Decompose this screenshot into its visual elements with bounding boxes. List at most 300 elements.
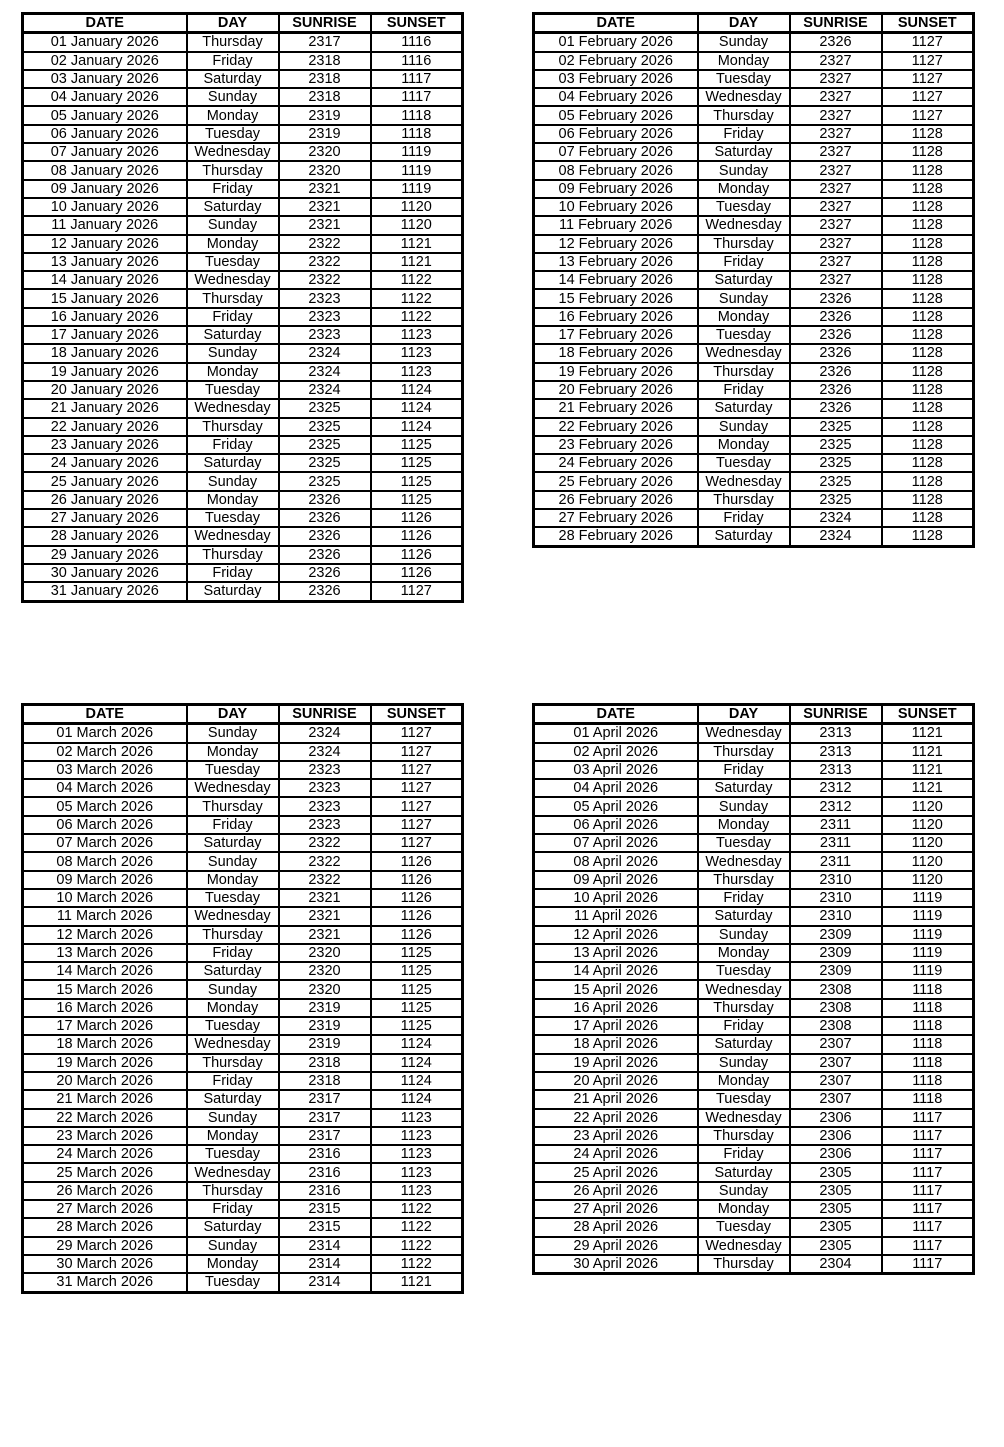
- table-row: [23, 999, 463, 1017]
- cell-sunset: 1128: [882, 326, 974, 344]
- cell-day: Monday: [698, 180, 790, 198]
- table-row: [534, 344, 974, 362]
- cell-date: 30 March 2026: [23, 1255, 187, 1273]
- table-row: [534, 454, 974, 472]
- cell-sunrise: 2308: [790, 980, 882, 998]
- cell-sunset: 1125: [371, 999, 463, 1017]
- table-row: [23, 509, 463, 527]
- cell-day: Monday: [698, 52, 790, 70]
- cell-date: 12 April 2026: [534, 926, 698, 944]
- cell-day: Monday: [187, 363, 279, 381]
- cell-sunset: 1127: [371, 816, 463, 834]
- sun-table-march: [21, 703, 464, 1294]
- cell-date: 02 March 2026: [23, 743, 187, 761]
- cell-sunrise: 2327: [790, 180, 882, 198]
- cell-date: 11 January 2026: [23, 216, 187, 234]
- table-body: [534, 724, 974, 1274]
- table-row: [534, 907, 974, 925]
- cell-day: Saturday: [698, 779, 790, 797]
- cell-date: 27 February 2026: [534, 509, 698, 527]
- cell-day: Wednesday: [698, 88, 790, 106]
- cell-date: 07 February 2026: [534, 143, 698, 161]
- cell-day: Sunday: [187, 1237, 279, 1255]
- cell-date: 14 January 2026: [23, 271, 187, 289]
- cell-sunset: 1118: [882, 1054, 974, 1072]
- cell-date: 30 April 2026: [534, 1255, 698, 1274]
- cell-day: Thursday: [698, 871, 790, 889]
- cell-date: 06 January 2026: [23, 125, 187, 143]
- cell-date: 23 April 2026: [534, 1127, 698, 1145]
- table-row: [534, 161, 974, 179]
- cell-sunset: 1118: [882, 1035, 974, 1053]
- cell-day: Sunday: [187, 1109, 279, 1127]
- table-row: [23, 907, 463, 925]
- cell-sunrise: 2318: [279, 1054, 371, 1072]
- cell-day: Sunday: [187, 472, 279, 490]
- cell-date: 10 March 2026: [23, 889, 187, 907]
- cell-sunset: 1127: [882, 52, 974, 70]
- cell-sunrise: 2326: [790, 308, 882, 326]
- header-sunset: SUNSET: [882, 705, 974, 724]
- cell-sunrise: 2317: [279, 1109, 371, 1127]
- cell-sunrise: 2327: [790, 235, 882, 253]
- cell-sunset: 1128: [882, 472, 974, 490]
- cell-date: 05 March 2026: [23, 797, 187, 815]
- cell-sunset: 1121: [882, 779, 974, 797]
- table-row: [534, 1237, 974, 1255]
- table-row: [534, 472, 974, 490]
- sun-table-january: [21, 12, 464, 603]
- cell-day: Friday: [187, 564, 279, 582]
- table-row: [23, 161, 463, 179]
- table-row: [534, 399, 974, 417]
- cell-day: Tuesday: [698, 962, 790, 980]
- cell-sunset: 1123: [371, 363, 463, 381]
- cell-sunset: 1116: [371, 52, 463, 70]
- cell-sunset: 1124: [371, 1054, 463, 1072]
- cell-day: Monday: [187, 491, 279, 509]
- cell-sunset: 1127: [882, 33, 974, 52]
- cell-date: 12 January 2026: [23, 235, 187, 253]
- cell-date: 01 March 2026: [23, 724, 187, 743]
- cell-day: Sunday: [698, 1182, 790, 1200]
- table-row: [534, 944, 974, 962]
- table-row: [23, 1273, 463, 1292]
- cell-sunrise: 2322: [279, 271, 371, 289]
- cell-sunrise: 2325: [790, 436, 882, 454]
- cell-day: Sunday: [187, 88, 279, 106]
- cell-date: 16 April 2026: [534, 999, 698, 1017]
- table-row: [23, 1090, 463, 1108]
- cell-sunset: 1117: [882, 1255, 974, 1274]
- cell-sunrise: 2324: [279, 381, 371, 399]
- cell-date: 04 March 2026: [23, 779, 187, 797]
- cell-sunrise: 2306: [790, 1127, 882, 1145]
- cell-sunrise: 2323: [279, 761, 371, 779]
- cell-sunrise: 2325: [790, 418, 882, 436]
- cell-sunrise: 2305: [790, 1237, 882, 1255]
- table-row: [23, 743, 463, 761]
- table-row: [23, 326, 463, 344]
- cell-sunrise: 2324: [279, 743, 371, 761]
- cell-sunset: 1128: [882, 454, 974, 472]
- cell-sunset: 1125: [371, 454, 463, 472]
- cell-sunrise: 2307: [790, 1054, 882, 1072]
- cell-date: 17 April 2026: [534, 1017, 698, 1035]
- cell-date: 25 April 2026: [534, 1163, 698, 1181]
- cell-sunset: 1125: [371, 962, 463, 980]
- table-row: [534, 509, 974, 527]
- cell-sunset: 1126: [371, 871, 463, 889]
- cell-sunrise: 2322: [279, 235, 371, 253]
- cell-sunset: 1127: [371, 779, 463, 797]
- table-row: [23, 1218, 463, 1236]
- cell-sunrise: 2327: [790, 271, 882, 289]
- cell-sunrise: 2316: [279, 1145, 371, 1163]
- cell-sunset: 1126: [371, 907, 463, 925]
- table-row: [23, 418, 463, 436]
- cell-date: 09 January 2026: [23, 180, 187, 198]
- cell-sunset: 1116: [371, 33, 463, 52]
- table-row: [534, 999, 974, 1017]
- table-row: [23, 816, 463, 834]
- table-row: [23, 125, 463, 143]
- cell-sunset: 1128: [882, 198, 974, 216]
- sun-table-april: [532, 703, 975, 1275]
- cell-date: 14 April 2026: [534, 962, 698, 980]
- cell-date: 15 January 2026: [23, 289, 187, 307]
- cell-day: Tuesday: [698, 1218, 790, 1236]
- cell-sunrise: 2324: [790, 509, 882, 527]
- cell-sunset: 1124: [371, 1072, 463, 1090]
- cell-sunrise: 2326: [790, 326, 882, 344]
- cell-date: 16 January 2026: [23, 308, 187, 326]
- cell-day: Sunday: [187, 344, 279, 362]
- cell-date: 13 March 2026: [23, 944, 187, 962]
- table-row: [23, 52, 463, 70]
- table-row: [23, 399, 463, 417]
- cell-sunrise: 2327: [790, 143, 882, 161]
- cell-sunrise: 2324: [279, 363, 371, 381]
- cell-date: 13 January 2026: [23, 253, 187, 271]
- cell-day: Monday: [187, 743, 279, 761]
- cell-date: 26 March 2026: [23, 1182, 187, 1200]
- cell-date: 18 February 2026: [534, 344, 698, 362]
- table-row: [534, 852, 974, 870]
- cell-sunrise: 2312: [790, 797, 882, 815]
- cell-day: Wednesday: [698, 852, 790, 870]
- table-row: [23, 962, 463, 980]
- cell-date: 22 February 2026: [534, 418, 698, 436]
- cell-sunrise: 2327: [790, 106, 882, 124]
- cell-date: 19 March 2026: [23, 1054, 187, 1072]
- table-row: [534, 180, 974, 198]
- cell-date: 22 March 2026: [23, 1109, 187, 1127]
- table-row: [534, 889, 974, 907]
- cell-sunrise: 2320: [279, 143, 371, 161]
- cell-day: Thursday: [187, 797, 279, 815]
- cell-sunset: 1118: [882, 1072, 974, 1090]
- cell-date: 21 March 2026: [23, 1090, 187, 1108]
- cell-date: 04 April 2026: [534, 779, 698, 797]
- cell-day: Tuesday: [187, 125, 279, 143]
- cell-date: 09 March 2026: [23, 871, 187, 889]
- table-row: [23, 980, 463, 998]
- cell-sunrise: 2307: [790, 1035, 882, 1053]
- cell-sunrise: 2326: [279, 509, 371, 527]
- cell-date: 27 April 2026: [534, 1200, 698, 1218]
- cell-date: 12 February 2026: [534, 235, 698, 253]
- header-day: DAY: [698, 14, 790, 33]
- cell-day: Wednesday: [698, 344, 790, 362]
- table-row: [534, 271, 974, 289]
- cell-sunset: 1120: [882, 816, 974, 834]
- cell-date: 19 February 2026: [534, 363, 698, 381]
- cell-sunset: 1117: [882, 1163, 974, 1181]
- cell-sunrise: 2327: [790, 70, 882, 88]
- cell-sunrise: 2305: [790, 1182, 882, 1200]
- cell-date: 02 April 2026: [534, 743, 698, 761]
- table-row: [534, 363, 974, 381]
- cell-sunrise: 2315: [279, 1200, 371, 1218]
- cell-sunset: 1128: [882, 271, 974, 289]
- cell-sunset: 1127: [371, 743, 463, 761]
- cell-sunrise: 2313: [790, 724, 882, 743]
- cell-sunrise: 2316: [279, 1163, 371, 1181]
- cell-date: 11 April 2026: [534, 907, 698, 925]
- cell-sunrise: 2326: [279, 527, 371, 545]
- cell-sunset: 1122: [371, 308, 463, 326]
- cell-date: 11 March 2026: [23, 907, 187, 925]
- cell-sunset: 1123: [371, 1127, 463, 1145]
- cell-sunset: 1128: [882, 235, 974, 253]
- cell-sunset: 1127: [371, 761, 463, 779]
- cell-sunset: 1117: [882, 1145, 974, 1163]
- cell-date: 18 March 2026: [23, 1035, 187, 1053]
- table-row: [534, 779, 974, 797]
- cell-date: 23 January 2026: [23, 436, 187, 454]
- cell-sunset: 1125: [371, 980, 463, 998]
- header-date: DATE: [23, 14, 187, 33]
- cell-day: Wednesday: [698, 472, 790, 490]
- cell-date: 25 March 2026: [23, 1163, 187, 1181]
- cell-day: Sunday: [698, 418, 790, 436]
- cell-sunset: 1124: [371, 418, 463, 436]
- cell-date: 20 April 2026: [534, 1072, 698, 1090]
- table-row: [534, 436, 974, 454]
- cell-date: 26 January 2026: [23, 491, 187, 509]
- cell-sunset: 1117: [371, 88, 463, 106]
- table-row: [23, 761, 463, 779]
- table-row: [23, 797, 463, 815]
- cell-date: 09 April 2026: [534, 871, 698, 889]
- cell-day: Tuesday: [187, 761, 279, 779]
- cell-day: Wednesday: [187, 779, 279, 797]
- cell-date: 28 April 2026: [534, 1218, 698, 1236]
- table-row: [23, 180, 463, 198]
- cell-sunrise: 2319: [279, 1035, 371, 1053]
- cell-sunset: 1125: [371, 1017, 463, 1035]
- table-row: [23, 1182, 463, 1200]
- cell-date: 23 February 2026: [534, 436, 698, 454]
- cell-sunset: 1128: [882, 125, 974, 143]
- cell-date: 08 February 2026: [534, 161, 698, 179]
- table-row: [534, 253, 974, 271]
- header-sunset: SUNSET: [882, 14, 974, 33]
- cell-date: 09 February 2026: [534, 180, 698, 198]
- table-row: [23, 779, 463, 797]
- cell-sunrise: 2320: [279, 962, 371, 980]
- table-row: [23, 308, 463, 326]
- table-row: [534, 724, 974, 743]
- cell-sunset: 1128: [882, 180, 974, 198]
- cell-sunrise: 2322: [279, 253, 371, 271]
- cell-sunrise: 2322: [279, 852, 371, 870]
- cell-sunset: 1119: [882, 962, 974, 980]
- table-row: [23, 1255, 463, 1273]
- cell-sunset: 1120: [882, 871, 974, 889]
- cell-sunset: 1126: [371, 527, 463, 545]
- cell-sunrise: 2325: [279, 436, 371, 454]
- table-row: [534, 1145, 974, 1163]
- cell-sunrise: 2309: [790, 944, 882, 962]
- cell-day: Saturday: [187, 198, 279, 216]
- table-row: [23, 527, 463, 545]
- cell-sunrise: 2306: [790, 1145, 882, 1163]
- cell-date: 26 April 2026: [534, 1182, 698, 1200]
- cell-sunset: 1123: [371, 1163, 463, 1181]
- cell-day: Sunday: [698, 926, 790, 944]
- cell-day: Saturday: [187, 1218, 279, 1236]
- cell-sunrise: 2306: [790, 1109, 882, 1127]
- table-row: [534, 491, 974, 509]
- cell-date: 03 March 2026: [23, 761, 187, 779]
- cell-sunrise: 2305: [790, 1163, 882, 1181]
- cell-sunrise: 2310: [790, 907, 882, 925]
- cell-day: Tuesday: [187, 509, 279, 527]
- table-row: [534, 418, 974, 436]
- cell-sunset: 1126: [371, 509, 463, 527]
- cell-sunrise: 2325: [790, 491, 882, 509]
- cell-date: 29 April 2026: [534, 1237, 698, 1255]
- cell-day: Monday: [698, 1072, 790, 1090]
- table-row: [23, 852, 463, 870]
- cell-sunrise: 2307: [790, 1072, 882, 1090]
- table-body: [23, 724, 463, 1292]
- table-row: [23, 363, 463, 381]
- cell-sunrise: 2308: [790, 1017, 882, 1035]
- cell-sunset: 1118: [882, 980, 974, 998]
- table-row: [23, 235, 463, 253]
- cell-sunrise: 2327: [790, 216, 882, 234]
- header-sunrise: SUNRISE: [790, 14, 882, 33]
- cell-date: 02 January 2026: [23, 52, 187, 70]
- header-date: DATE: [534, 14, 698, 33]
- cell-date: 17 February 2026: [534, 326, 698, 344]
- cell-sunset: 1126: [371, 564, 463, 582]
- cell-day: Tuesday: [698, 326, 790, 344]
- cell-sunset: 1125: [371, 491, 463, 509]
- cell-sunrise: 2310: [790, 889, 882, 907]
- cell-date: 24 March 2026: [23, 1145, 187, 1163]
- cell-sunrise: 2307: [790, 1090, 882, 1108]
- header-day: DAY: [187, 705, 279, 724]
- cell-sunrise: 2304: [790, 1255, 882, 1274]
- cell-day: Monday: [187, 1255, 279, 1273]
- cell-sunset: 1121: [371, 1273, 463, 1292]
- cell-date: 28 February 2026: [534, 527, 698, 546]
- cell-day: Thursday: [698, 106, 790, 124]
- cell-sunset: 1120: [371, 216, 463, 234]
- table-row: [534, 926, 974, 944]
- cell-sunrise: 2314: [279, 1273, 371, 1292]
- table-row: [534, 1017, 974, 1035]
- cell-day: Monday: [187, 1127, 279, 1145]
- header-day: DAY: [187, 14, 279, 33]
- cell-date: 16 February 2026: [534, 308, 698, 326]
- cell-day: Tuesday: [698, 454, 790, 472]
- table-row: [23, 1200, 463, 1218]
- cell-date: 08 January 2026: [23, 161, 187, 179]
- cell-date: 17 January 2026: [23, 326, 187, 344]
- cell-sunrise: 2325: [279, 418, 371, 436]
- cell-day: Saturday: [698, 1035, 790, 1053]
- cell-sunrise: 2320: [279, 161, 371, 179]
- cell-date: 19 April 2026: [534, 1054, 698, 1072]
- cell-sunset: 1121: [371, 253, 463, 271]
- cell-sunrise: 2311: [790, 852, 882, 870]
- table-row: [534, 52, 974, 70]
- cell-day: Tuesday: [698, 834, 790, 852]
- cell-day: Wednesday: [187, 271, 279, 289]
- table-row: [23, 1072, 463, 1090]
- cell-date: 08 April 2026: [534, 852, 698, 870]
- table-row: [534, 308, 974, 326]
- cell-day: Thursday: [698, 235, 790, 253]
- cell-day: Sunday: [698, 1054, 790, 1072]
- cell-sunset: 1118: [371, 125, 463, 143]
- cell-sunrise: 2320: [279, 944, 371, 962]
- cell-sunset: 1120: [882, 834, 974, 852]
- cell-date: 08 March 2026: [23, 852, 187, 870]
- cell-day: Saturday: [698, 399, 790, 417]
- cell-date: 15 March 2026: [23, 980, 187, 998]
- cell-sunrise: 2317: [279, 1127, 371, 1145]
- cell-date: 18 January 2026: [23, 344, 187, 362]
- cell-day: Saturday: [698, 907, 790, 925]
- cell-sunset: 1119: [371, 161, 463, 179]
- cell-sunrise: 2323: [279, 289, 371, 307]
- cell-day: Friday: [187, 52, 279, 70]
- cell-sunset: 1117: [882, 1127, 974, 1145]
- cell-date: 04 February 2026: [534, 88, 698, 106]
- table-row: [534, 106, 974, 124]
- cell-sunset: 1122: [371, 1255, 463, 1273]
- cell-sunset: 1126: [371, 546, 463, 564]
- cell-day: Monday: [187, 871, 279, 889]
- cell-sunset: 1120: [882, 852, 974, 870]
- cell-sunset: 1127: [882, 88, 974, 106]
- header-date: DATE: [23, 705, 187, 724]
- cell-sunset: 1128: [882, 143, 974, 161]
- cell-day: Sunday: [187, 724, 279, 743]
- cell-date: 25 February 2026: [534, 472, 698, 490]
- table-row: [534, 88, 974, 106]
- cell-sunrise: 2326: [790, 33, 882, 52]
- cell-date: 29 March 2026: [23, 1237, 187, 1255]
- cell-sunrise: 2321: [279, 889, 371, 907]
- cell-sunset: 1120: [371, 198, 463, 216]
